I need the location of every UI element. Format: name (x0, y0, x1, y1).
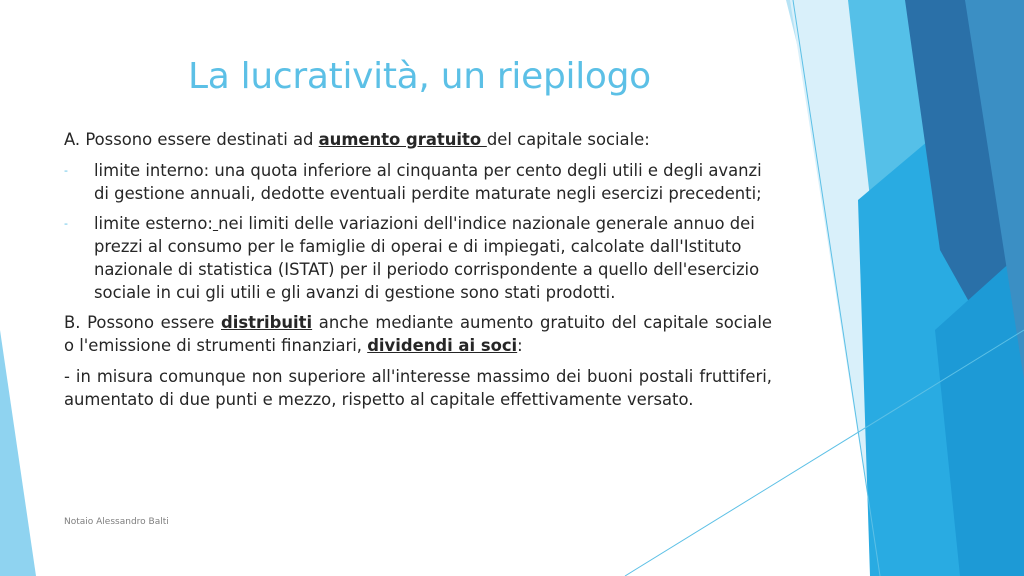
limit-paragraph: - in misura comunque non superiore all'interesse massimo dei buoni postali fruttiferi, aumentato di due punti e mezzo, rispetto al capitale effettivamente versato. (64, 367, 772, 409)
distribuiti-term: distribuiti (221, 313, 313, 332)
section-b-paragraph: B. Possono essere distribuiti anche mediante aumento gratuito del capitale sociale o l'emissione di strumenti finanziari, dividendi ai soci: (64, 313, 772, 355)
aumento-gratuito-term: aumento gratuito (318, 130, 487, 149)
deco-left-sliver (0, 330, 36, 576)
dividendi-term: dividendi ai soci (367, 336, 518, 355)
bullet-marker: - (64, 217, 68, 230)
bullet-limite-esterno: - limite esterno: nei limiti delle variazioni dell'indice nazionale generale annuo dei prezzi al consumo per le famiglie di operai e di impiegati, calcolate dall'Istituto nazionale di statistica (ISTAT) per il periodo corrispondente a quello dell'esercizio sociale in cui gli utili e gli avanzi di gestione sono stati prodotti. (64, 214, 760, 302)
slide-title: La lucratività, un riepilogo (188, 56, 651, 97)
bullet-limite-interno: - limite interno: una quota inferiore al cinquanta per cento degli utili e degli avanzi di gestione annuali, dedotte eventuali perdite maturate negli esercizi precedenti; (64, 161, 762, 203)
section-a-intro: A. Possono essere destinati ad aumento gratuito del capitale sociale: (64, 130, 650, 149)
slide-content (64, 128, 772, 419)
bullet-marker: - (64, 164, 68, 177)
footer-author: Notaio Alessandro Balti (64, 517, 169, 527)
